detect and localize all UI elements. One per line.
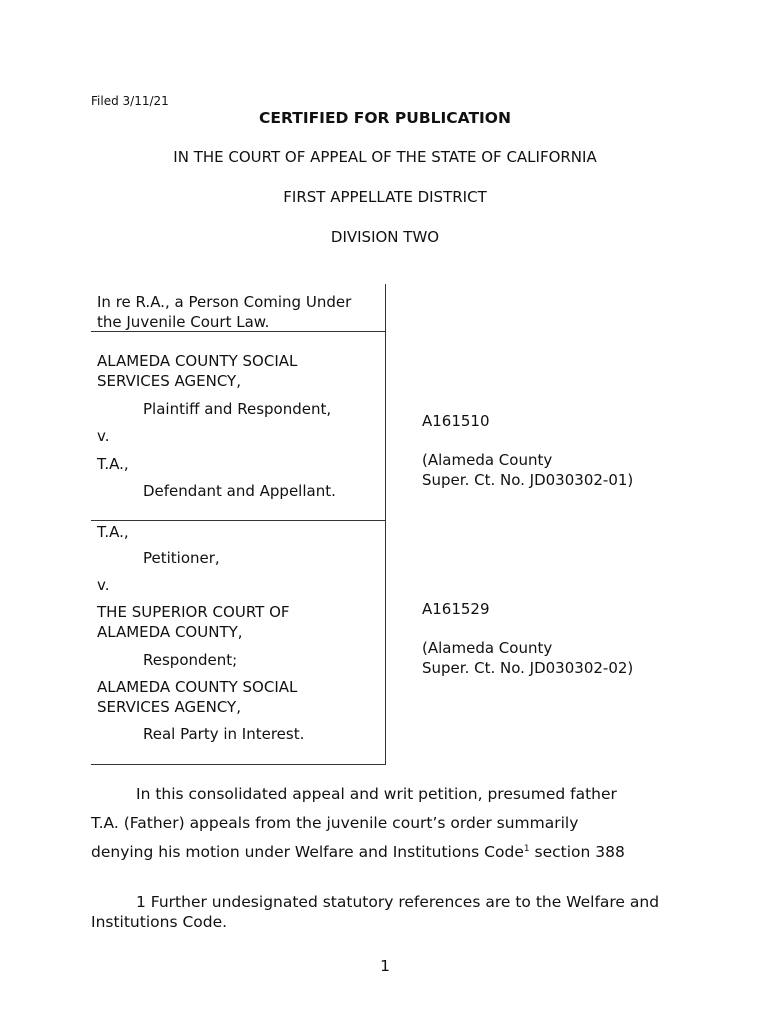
case1-court-line2: Super. Ct. No. JD030302-01) (422, 471, 634, 489)
case1-party2-role: Defendant and Appellant. (143, 482, 336, 500)
court-name: IN THE COURT OF APPEAL OF THE STATE OF CALIFORNIA (173, 148, 597, 166)
caption-divider (91, 520, 385, 521)
opinion-line3-b: section 388 (529, 843, 625, 861)
footnote-ref[interactable]: 1 (523, 843, 530, 854)
in-re-line1: In re R.A., a Person Coming Under (97, 293, 352, 311)
opinion-line3 (91, 838, 681, 867)
in-re-line2: the Juvenile Court Law. (97, 313, 270, 331)
opinion-text (91, 780, 681, 867)
filed-date: Filed 3/11/21 (91, 94, 169, 108)
opinion-line1: In this consolidated appeal and writ petition, presumed father (136, 785, 617, 803)
case2-party3-role: Real Party in Interest. (143, 725, 305, 743)
district-name: FIRST APPELLATE DISTRICT (283, 188, 487, 206)
certified-heading: CERTIFIED FOR PUBLICATION (259, 109, 511, 127)
case1-party2: T.A., (97, 455, 129, 473)
case1-court-line1: (Alameda County (422, 451, 553, 469)
case2-party1: T.A., (97, 523, 129, 541)
case2-party3-line2: SERVICES AGENCY, (97, 698, 241, 716)
opinion-line3-a: denying his motion under Welfare and Institutions Code (91, 843, 524, 861)
case2-versus: v. (97, 576, 110, 594)
case2-court-line2: Super. Ct. No. JD030302-02) (422, 659, 634, 677)
case1-number: A161510 (422, 412, 490, 430)
case2-party1-role: Petitioner, (143, 549, 220, 567)
footnote: 1 Further undesignated statutory references are to the Welfare and Institutions Code. (91, 893, 660, 931)
case-caption (91, 284, 386, 765)
case2-party2-role: Respondent; (143, 651, 238, 669)
opinion-line2: T.A. (Father) appeals from the juvenile court’s order summarily (91, 814, 579, 832)
case1-party1-line1: ALAMEDA COUNTY SOCIAL (97, 352, 298, 370)
case1-party1-role: Plaintiff and Respondent, (143, 400, 332, 418)
case1-party1-line2: SERVICES AGENCY, (97, 372, 241, 390)
case2-party2-line1: THE SUPERIOR COURT OF (97, 603, 290, 621)
division-name: DIVISION TWO (330, 228, 440, 246)
case2-party2-line2: ALAMEDA COUNTY, (97, 623, 243, 641)
case2-court-line1: (Alameda County (422, 639, 553, 657)
caption-divider (91, 331, 385, 332)
case2-party3-line1: ALAMEDA COUNTY SOCIAL (97, 678, 298, 696)
case2-number: A161529 (422, 600, 490, 618)
case1-versus: v. (97, 427, 110, 445)
page-number: 1 (380, 957, 390, 975)
